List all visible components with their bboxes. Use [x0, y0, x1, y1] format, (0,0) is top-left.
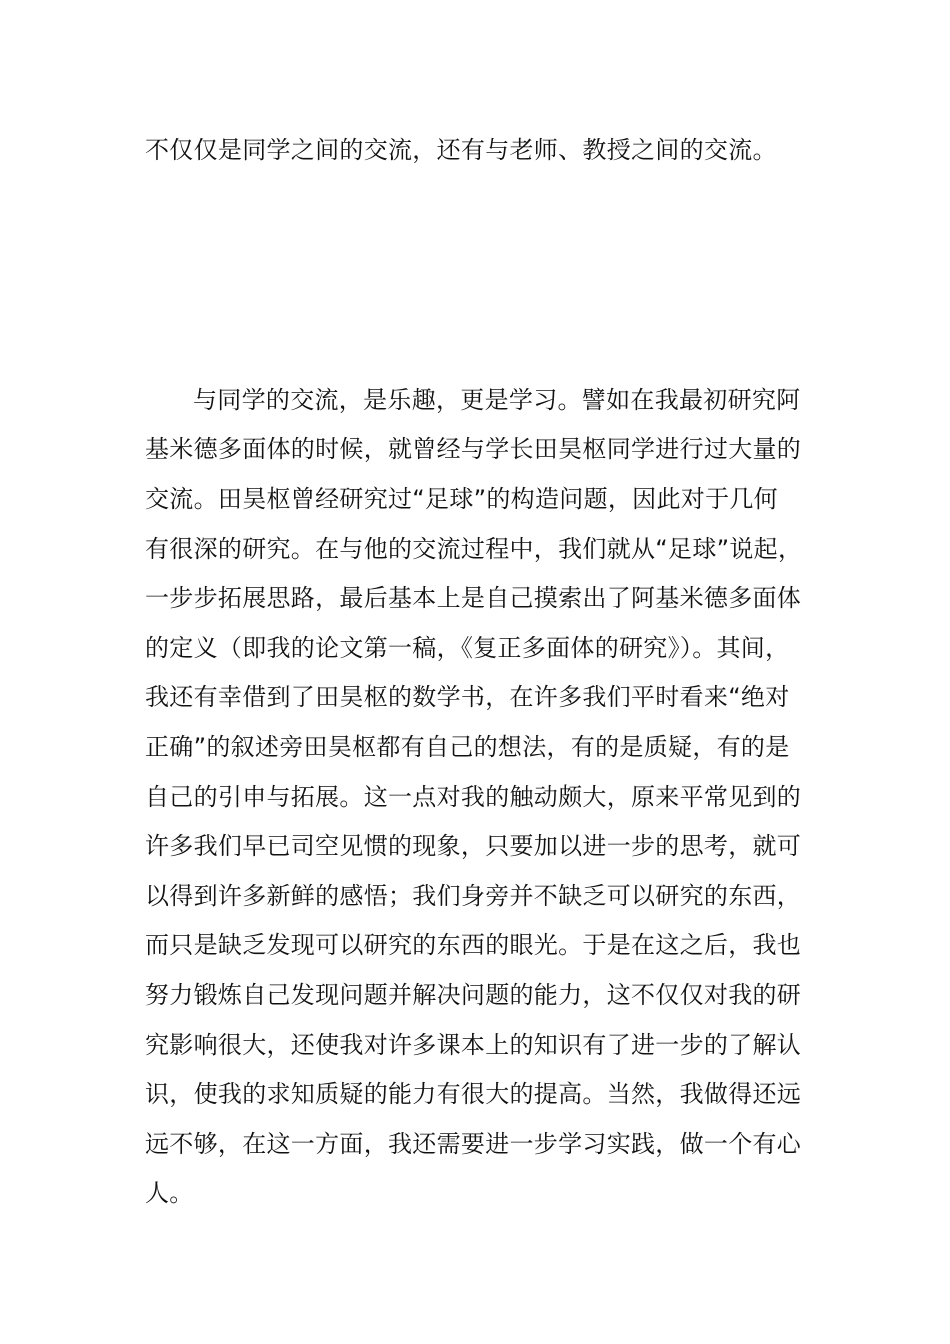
- paragraph-line: 我还有幸借到了田昊枢的数学书，在许多我们平时看来“绝对: [145, 683, 790, 711]
- paragraph-line: 而只是缺乏发现可以研究的东西的眼光。于是在这之后，我也: [145, 931, 802, 959]
- paragraph-line: 交流。田昊枢曾经研究过“足球”的构造问题，因此对于几何: [145, 485, 778, 513]
- paragraph-line: 识，使我的求知质疑的能力有很大的提高。当然，我做得还远: [145, 1080, 802, 1108]
- lead-line: 不仅仅是同学之间的交流，还有与老师、教授之间的交流。: [145, 136, 777, 164]
- paragraph-line: 的定义（即我的论文第一稿，《复正多面体的研究》）。其间，: [145, 634, 790, 662]
- paragraph-line: 许多我们早已司空见惯的现象，只要加以进一步的思考，就可: [145, 832, 802, 860]
- paragraph-line: 有很深的研究。在与他的交流过程中，我们就从“足球”说起，: [145, 535, 803, 563]
- paragraph-line: 究影响很大，还使我对许多课本上的知识有了进一步的了解认: [145, 1031, 802, 1059]
- paragraph-line: 正确”的叙述旁田昊枢都有自己的想法，有的是质疑，有的是: [145, 733, 790, 761]
- paragraph-line: 努力锻炼自己发现问题并解决问题的能力，这不仅仅对我的研: [145, 981, 802, 1009]
- paragraph-line: 远不够，在这一方面，我还需要进一步学习实践，做一个有心: [145, 1130, 802, 1158]
- paragraph-line: 以得到许多新鲜的感悟；我们身旁并不缺乏可以研究的东西，: [145, 882, 802, 910]
- paragraph-line: 自己的引申与拓展。这一点对我的触动颇大，原来平常见到的: [145, 783, 802, 811]
- paragraph-line: 基米德多面体的时候，就曾经与学长田昊枢同学进行过大量的: [145, 435, 802, 463]
- paragraph-line: 人。: [145, 1179, 194, 1207]
- paragraph-line: 与同学的交流，是乐趣，更是学习。譬如在我最初研究阿: [193, 386, 801, 414]
- paragraph-line: 一步步拓展思路，最后基本上是自己摸索出了阿基米德多面体: [145, 584, 802, 612]
